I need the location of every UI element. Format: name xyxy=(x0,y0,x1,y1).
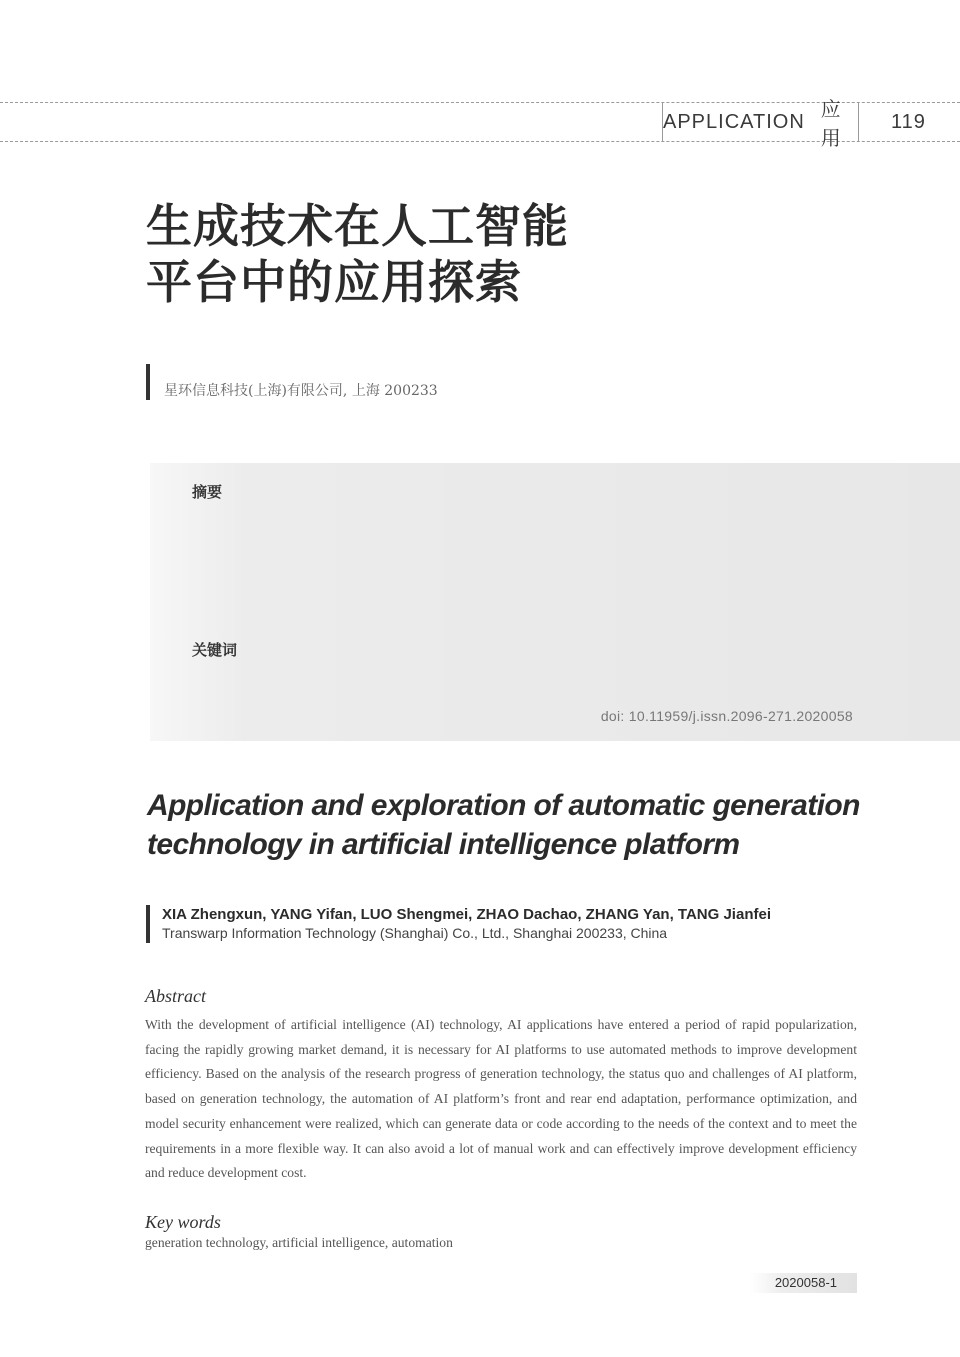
chinese-title-line-1: 生成技术在人工智能 xyxy=(146,199,569,253)
english-title-line-1: Application and exploration of automatic generation xyxy=(147,789,860,822)
abstract-text: With the development of artificial intelligence (AI) technology, AI applications have entered a period of rapid popularization, facing the rapidly growing market demand, it is necessary for AI platforms to use automated methods to improve development efficiency. Based on the analysis of the research progress of generation technology, the status quo and challenges of AI platform, based on generation technology, the automation of AI platform’s front and rear end adaptation, performance optimization, and model security enhancement were realized, which can generate data or code according to the needs of the context and to meet the requirements in a more flexible way. It can also avoid a lot of manual work and can effectively improve development efficiency and reduce development cost. xyxy=(145,1017,857,1181)
english-title-line-2: technology in artificial intelligence platform xyxy=(147,828,740,861)
chinese-affiliation xyxy=(146,364,438,400)
running-header xyxy=(0,99,960,150)
chinese-title xyxy=(146,198,569,310)
section-label-cn: 应用 xyxy=(820,99,842,150)
chinese-affiliation-text: 星环信息科技(上海)有限公司, 上海 200233 xyxy=(164,383,438,399)
chinese-abstract-box xyxy=(150,463,960,741)
page-number: 119 xyxy=(891,110,926,133)
doi[interactable]: doi: 10.11959/j.issn.2096-271.2020058 xyxy=(600,708,853,724)
section-label-en: APPLICATION xyxy=(663,110,805,133)
section-label xyxy=(662,99,859,150)
keywords-text: generation technology, artificial intelligence, automation xyxy=(145,1235,453,1250)
abstract-heading: Abstract xyxy=(145,986,206,1006)
keywords-heading: Key words xyxy=(145,1212,221,1232)
english-title xyxy=(147,786,867,864)
chinese-title-line-2: 平台中的应用探索 xyxy=(146,255,522,309)
english-author-block xyxy=(146,905,771,943)
chinese-abstract-label: 摘要 xyxy=(192,483,223,501)
english-authors: XIA Zhengxun, YANG Yifan, LUO Shengmei, ZHAO Dachao, ZHANG Yan, TANG Jianfei xyxy=(162,906,771,923)
article-code: 2020058-1 xyxy=(750,1273,857,1293)
chinese-keywords-label: 关键词 xyxy=(192,641,238,659)
english-affiliation: Transwarp Information Technology (Shanghai) Co., Ltd., Shanghai 200233, China xyxy=(162,925,668,941)
